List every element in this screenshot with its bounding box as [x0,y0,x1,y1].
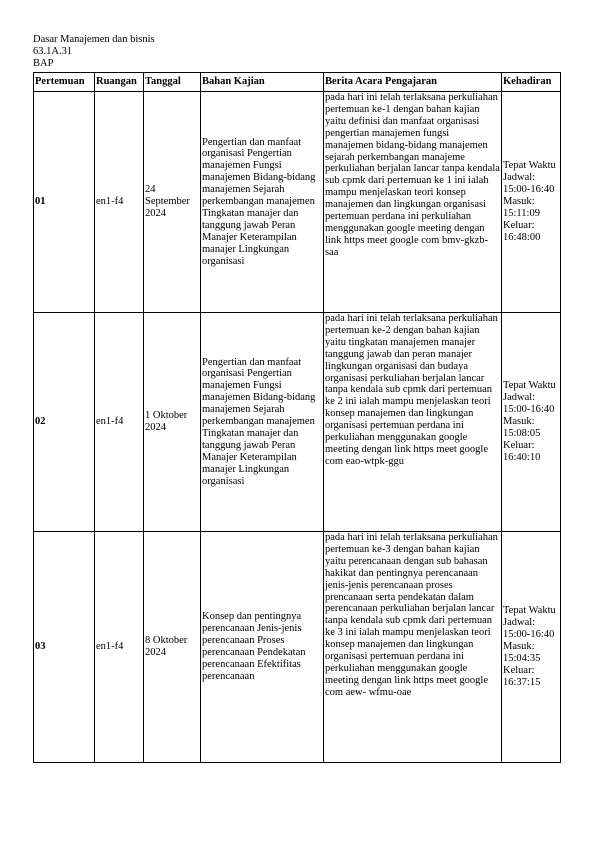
table-row [34,532,561,763]
cell-berita-acara: pada hari ini telah terlaksana perkuliahan pertemuan ke-1 dengan bahan kajian yaitu definisi dan manfaat organisasi pengertian manajemen fungsi manajemen bidang-bidang manajemen sejarah perkembangan manajeme perkuliahan berjalan lancar tanpa kendala sub cpmk dari pertemuan ke 1 ini ialah mampu menjelaskan teori konsep manajemen dan lingkungan organisasi pertemuan perdana ini perkuliahan menggunakan google meeting dengan link https meet google com bmv-gkzb-saa [324,92,502,313]
col-header-bahan-kajian: Bahan Kajian [201,73,324,92]
cell-tanggal: 8 Oktober 2024 [144,532,201,763]
cell-kehadiran: Tepat Waktu Jadwal: 15:00-16:40 Masuk: 15:04:35 Keluar: 16:37:15 [502,532,561,763]
cell-kehadiran: Tepat Waktu Jadwal: 15:00-16:40 Masuk: 15:08:05 Keluar: 16:40:10 [502,313,561,532]
col-header-pertemuan: Pertemuan [34,73,95,92]
bap-table [33,72,561,763]
cell-tanggal: 1 Oktober 2024 [144,313,201,532]
course-title: Dasar Manajemen dan bisnis [33,34,155,45]
col-header-berita-acara: Berita Acara Pengajaran [324,73,502,92]
cell-pertemuan: 03 [34,532,95,763]
cell-kehadiran: Tepat Waktu Jadwal: 15:00-16:40 Masuk: 15:11:09 Keluar: 16:48:00 [502,92,561,313]
cell-ruangan: en1-f4 [95,92,144,313]
course-code: 63.1A.31 [33,46,73,57]
document-type: BAP [33,58,54,69]
table-row [34,92,561,313]
col-header-tanggal: Tanggal [144,73,201,92]
cell-ruangan: en1-f4 [95,313,144,532]
cell-tanggal: 24 September 2024 [144,92,201,313]
cell-bahan-kajian: Pengertian dan manfaat organisasi Pengertian manajemen Fungsi manajemen Bidang-bidang manajemen Sejarah perkembangan manajemen Tingkatan manajer dan tanggung jawab Peran Manajer Keterampilan manajer Lingkungan organisasi [201,313,324,532]
cell-berita-acara: pada hari ini telah terlaksana perkuliahan pertemuan ke-2 dengan bahan kajian yaitu tingkatan manajemen manajer tanggung jawab dan peran manajer lingkungan organisasi dan budaya organisasi perkuliahan berjalan lancar tanpa kendala sub cpmk dari pertemuan ke 2 ini ialah mampu menjelaskan teori konsep manajemen dan lingkungan organisasi pertemuan perdana ini perkuliahan menggunakan google meeting dengan link https meet google com eao-wtpk-ggu [324,313,502,532]
cell-bahan-kajian: Pengertian dan manfaat organisasi Pengertian manajemen Fungsi manajemen Bidang-bidang manajemen Sejarah perkembangan manajemen Tingkatan manajer dan tanggung jawab Peran Manajer Keterampilan manajer Lingkungan organisasi [201,92,324,313]
cell-bahan-kajian: Konsep dan pentingnya perencanaan Jenis-jenis perencanaan Proses perencanaan Pendekatan perencanaan Efektifitas perencanaan [201,532,324,763]
col-header-kehadiran: Kehadiran [502,73,561,92]
table-header-row [34,73,561,92]
table-row [34,313,561,532]
document-page [33,34,560,763]
cell-pertemuan: 02 [34,313,95,532]
cell-ruangan: en1-f4 [95,532,144,763]
cell-berita-acara: pada hari ini telah terlaksana perkuliahan pertemuan ke-3 dengan bahan kajian yaitu perencanaan dengan sub bahasan hakikat dan pentingnya perencanaan jenis-jenis perencanaan proses prencanaan serta pendekatan dalam perencanaan perkuliahan berjalan lancar tanpa kendala sub cpmk dari pertemuan ke 3 ini ialah mampu menjelaskan teori konsep manajemen dan lingkungan organisasi pertemuan perdana ini perkuliahan menggunakan google meeting dengan link https meet google com aew- wfmu-oae [324,532,502,763]
cell-pertemuan: 01 [34,92,95,313]
col-header-ruangan: Ruangan [95,73,144,92]
